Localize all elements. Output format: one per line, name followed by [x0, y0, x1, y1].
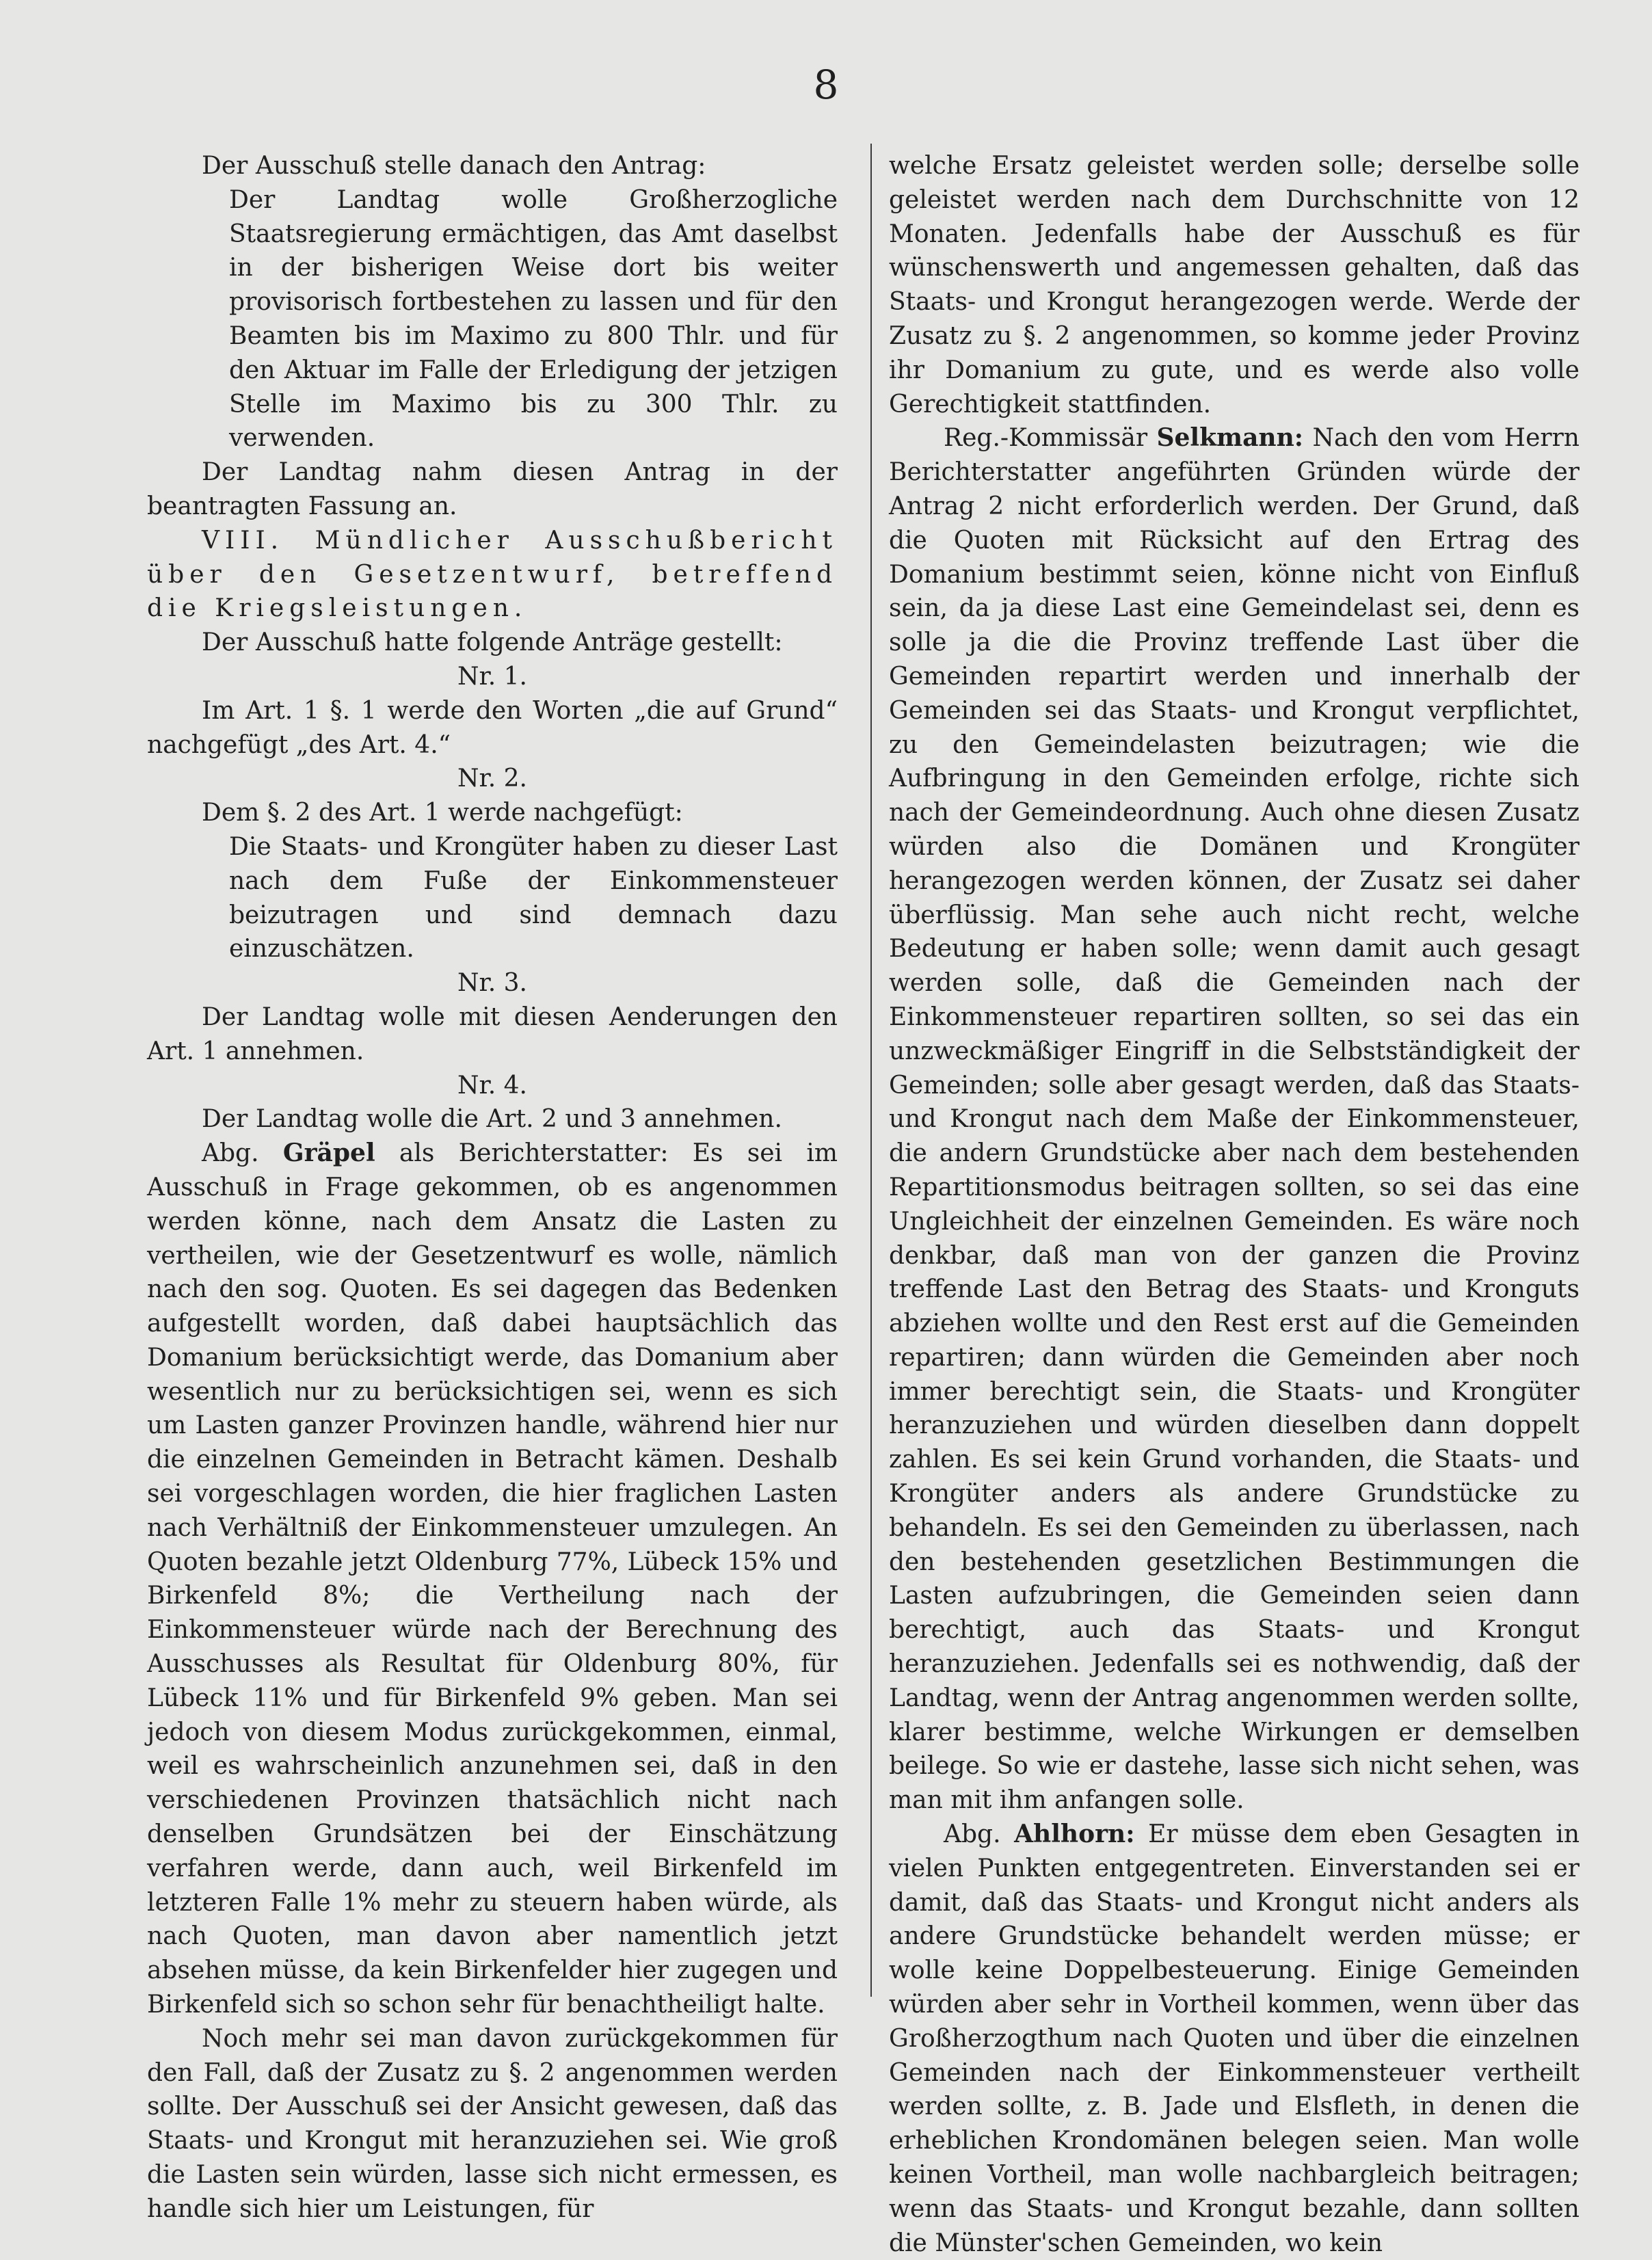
paragraph: welche Ersatz geleistet werden solle; derselbe solle geleistet werden nach dem Durchschnitte von 12 Monaten. Jedenfalls habe der Ausschuß es für wünschenswerth und angemessen gehalten, daß das Staats- und Krongut herangezogen werde. Werde der Zusatz zu §. 2 angenommen, so komme jeder Provinz ihr Domanium zu gute, und es werde also volle Gerechtigkeit stattfinden. [889, 152, 1580, 418]
column-divider [870, 144, 872, 1997]
speech-paragraph [147, 1136, 838, 2022]
motion-number: Nr. 4. [457, 1071, 527, 1100]
speaker-title: Abg. [202, 1139, 259, 1168]
motion-text: Der Landtag wolle mit diesen Aenderungen den Art. 1 annehmen. [147, 1002, 838, 1065]
speech-paragraph [889, 1818, 1580, 2260]
right-column [889, 149, 1580, 2260]
speaker-name: Gräpel [282, 1139, 375, 1168]
page-number: 8 [813, 62, 839, 108]
paragraph: Der Landtag nahm diesen Antrag in der beantragten Fassung an. [147, 458, 838, 520]
motion-text: Im Art. 1 §. 1 werde den Worten „die auf Grund“ nachgefügt „des Art. 4.“ [147, 696, 838, 759]
speech-text: Er müsse dem eben Gesagten in vielen Punkten entgegentreten. Einverstanden sei er damit, daß das Staats- und Krongut nicht anders als andere Grundstücke behandelt werden müsse; er wolle keine Doppelbesteuerung. Einige Gemeinden würden aber sehr in Vortheil kommen, wenn über das Großherzogthum nach Quoten und über die einzelnen Gemeinden nach der Einkommensteuer vertheilt werden sollte, z. B. Jade und Elsfleth, in denen die erheblichen Krondomänen belegen seien. Man wolle keinen Vortheil, man wolle nachbargleich beitragen; wenn das Staats- und Krongut bezahle, dann sollten die Münster'schen Gemeinden, wo kein [889, 1820, 1580, 2257]
speech-paragraph [889, 421, 1580, 1818]
motion-text: Der Landtag wolle die Art. 2 und 3 annehmen. [202, 1105, 782, 1134]
speaker-name: Ahlhorn: [1014, 1820, 1135, 1849]
speaker-title: Abg. [944, 1820, 1001, 1849]
motion-number: Nr. 1. [457, 662, 527, 691]
motion-text: Dem §. 2 des Art. 1 werde nachgefügt: [202, 799, 683, 827]
motion-number: Nr. 2. [457, 765, 527, 793]
proposal-text: Der Landtag wolle Großherzogliche Staatsregierung ermächtigen, das Amt daselbst in der bisherigen Weise dort bis weiter provisorisch fortbestehen zu lassen und für den Beamten bis im Maximo zu 800 Thlr. und für den Aktuar im Falle der Erledigung der jetzigen Stelle im Maximo bis zu 300 Thlr. zu verwenden. [229, 185, 838, 453]
speech-text: Nach den vom Herrn Berichterstatter angeführten Gründen würde der Antrag 2 nicht erforderlich werden. Der Grund, daß die Quoten mit Rücksicht auf den Ertrag des Domanium bestimmt seien, könne nicht von Einfluß sein, da ja diese Last eine Gemeindelast sei, denn es solle ja die die Provinz treffende Last über die Gemeinden repartirt werden und innerhalb der Gemeinden sei das Staats- und Krongut verpflichtet, zu den Gemeindelasten beizutragen; wie die Aufbringung in den Gemeinden erfolge, richte sich nach der Gemeindeordnung. Auch ohne diesen Zusatz würden also die Domänen und Krongüter herangezogen werden können, der Zusatz sei daher überflüssig. Man sehe auch nicht recht, welche Bedeutung er haben solle; wenn damit auch gesagt werden solle, daß die Gemeinden nach der Einkommensteuer repartiren sollten, so sei das ein unzweckmäßiger Eingriff in die Selbstständigkeit der Gemeinden; solle aber gesagt werden, daß das Staats- und Krongut nach dem Maße der Einkommensteuer, die andern Grundstücke aber nach dem bestehenden Repartitionsmodus beitragen sollten, so sei das eine Ungleichheit der einzelnen Gemeinden. Es wäre noch denkbar, daß man von der ganzen die Provinz treffende Last den Betrag des Staats- und Kronguts abziehen wollte und den Rest erst auf die Gemeinden repartiren; dann würden die Gemeinden aber noch immer berechtigt sein, die Staats- und Krongüter heranzuziehen und würden dieselben dann doppelt zahlen. Es sei kein Grund vorhanden, die Staats- und Krongüter anders als andere Grundstücke zu behandeln. Es sei den Gemeinden zu überlassen, nach den bestehenden gesetzlichen Bestimmungen die Lasten aufzubringen, die Gemeinden seien dann berechtigt, auch das Staats- und Krongut heranzuziehen. Jedenfalls sei es nothwendig, daß der Landtag, wenn der Antrag angenommen werden sollte, klarer bestimme, welche Wirkungen er demselben beilege. So wie er dastehe, lasse sich nicht sehen, was man mit ihm anfangen solle. [889, 424, 1580, 1815]
motion-number: Nr. 3. [457, 969, 527, 998]
speaker-name: Selkmann: [1156, 423, 1304, 453]
speech-text: als Berichterstatter: Es sei im Ausschuß in Frage gekommen, ob es angenommen werden könne, nach dem Ansatz die Lasten zu vertheilen, wie der Gesetzentwurf es wolle, nämlich nach den sog. Quoten. Es sei dagegen das Bedenken aufgestellt worden, daß dabei hauptsächlich das Domanium berücksichtigt werde, das Domanium aber wesentlich nur zu berücksichtigen sei, wenn es sich um Lasten ganzer Provinzen handle, während hier nur die einzelnen Gemeinden in Betracht kämen. Deshalb sei vorgeschlagen worden, die hier fraglichen Lasten nach Verhältniß der Einkommensteuer umzulegen. An Quoten bezahle jetzt Oldenburg 77%, Lübeck 15% und Birkenfeld 8%; die Vertheilung nach der Einkommensteuer würde nach der Berechnung des Ausschusses als Resultat für Oldenburg 80%, für Lübeck 11% und für Birkenfeld 9% geben. Man sei jedoch von diesem Modus zurückgekommen, einmal, weil es wahrscheinlich anzunehmen sei, daß in den verschiedenen Provinzen thatsächlich nicht nach denselben Grundsätzen bei der Einschätzung verfahren werde, dann auch, weil Birkenfeld im letzteren Falle 1% mehr zu steuern haben würde, als nach Quoten, man davon aber namentlich jetzt absehen müsse, da kein Birkenfelder hier zugegen und Birkenfeld sich so schon sehr für benachtheiligt halte. [147, 1139, 838, 2019]
paragraph: Noch mehr sei man davon zurückgekommen für den Fall, daß der Zusatz zu §. 2 angenommen werden sollte. Der Ausschuß sei der Ansicht gewesen, daß das Staats- und Krongut mit heranzuziehen sei. Wie groß die Lasten sein würden, lasse sich nicht ermessen, es handle sich hier um Leistungen, für [147, 2024, 838, 2223]
paragraph: Der Ausschuß hatte folgende Anträge gestellt: [202, 628, 783, 657]
paragraph: Der Ausschuß stelle danach den Antrag: [202, 152, 706, 180]
motion-text: Die Staats- und Krongüter haben zu dieser Last nach dem Fuße der Einkommensteuer beizutragen und sind demnach dazu einzuschätzen. [229, 832, 838, 963]
left-column [147, 149, 838, 2226]
speaker-title: Reg.-Kommissär [944, 424, 1148, 453]
section-heading: VIII. Mündlicher Ausschußbericht über den Gesetzentwurf, betreffend die Kriegsleistungen. [147, 526, 838, 623]
